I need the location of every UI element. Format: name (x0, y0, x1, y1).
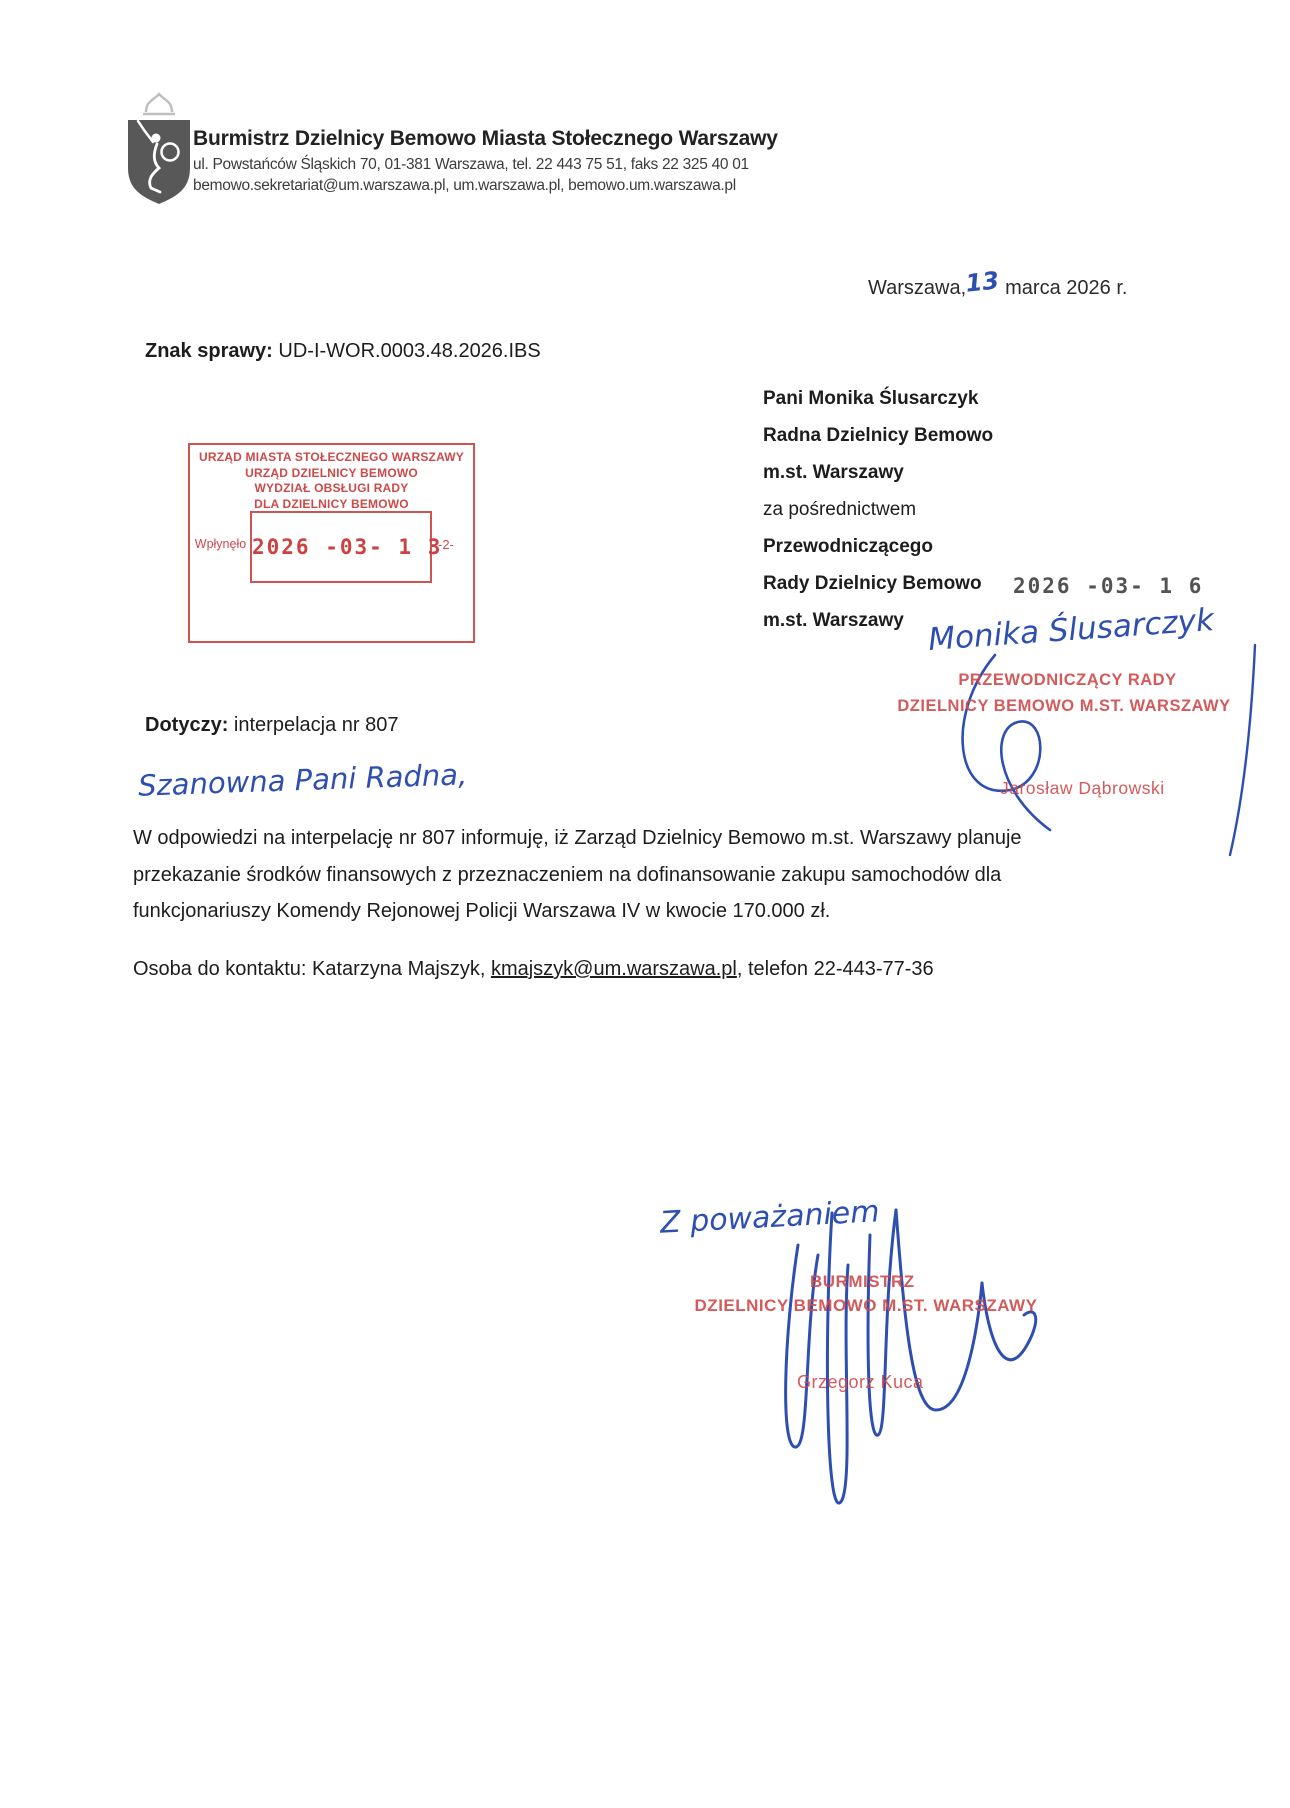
chairman-stamp-title-line2: DZIELNICY BEMOWO M.ST. WARSZAWY (897, 697, 1231, 715)
recipient-line: Radna Dzielnicy Bemowo (763, 425, 994, 446)
dateline-city: Warszawa, (868, 277, 967, 299)
routing-stamp-date: 2026 -03- 1 6 (1013, 574, 1204, 598)
handwritten-day: 13 (964, 266, 1001, 298)
mayor-stamp-subtitle: DZIELNICY BEMOWO M.ST. WARSZAWY (694, 1296, 1038, 1315)
subject-line (145, 714, 398, 737)
dateline (868, 266, 1128, 300)
case-reference-value: UD-I-WOR.0003.48.2026.IBS (278, 340, 541, 362)
recipient-line: m.st. Warszawy (763, 462, 904, 483)
letterhead-org-name: Burmistrz Dzielnicy Bemowo Miasta Stołecznego Warszawy (193, 127, 778, 150)
intake-stamp-line-1: URZĄD MIASTA STOŁECZNEGO WARSZAWY (198, 450, 465, 464)
recipient-block (763, 380, 993, 639)
contact-prefix: Osoba do kontaktu: Katarzyna Majszyk, (133, 958, 491, 980)
recipient-line: za pośrednictwem (763, 499, 917, 520)
chairman-stamp-person-name: Jarosław Dąbrowski (1000, 778, 1165, 798)
recipient-line: Rady Dzielnicy Bemowo (763, 573, 982, 594)
intake-stamp-header (190, 450, 473, 512)
dateline-rest: marca 2026 r. (1005, 277, 1128, 299)
intake-stamp-line-4: DLA DZIELNICY BEMOWO (254, 496, 409, 511)
body-paragraph: W odpowiedzi na interpelację nr 807 informuję, iż Zarząd Dzielnicy Bemowo m.st. Warszawy planuje przekazanie środków finansowych z przeznaczeniem na dofinansowanie zakupu samochodów dla funkcjonariuszy Komendy Rejonowej Policji Warszawa IV w kwocie 170.000 zł. (133, 827, 1022, 922)
mayor-stamp-title: BURMISTRZ (810, 1272, 915, 1291)
recipient-line: Pani Monika Ślusarczyk (763, 388, 979, 409)
handwritten-valediction: Z poważaniem (659, 1194, 881, 1241)
case-reference (145, 340, 541, 363)
intake-stamp (188, 443, 475, 643)
contact-suffix: , telefon 22-443-77-36 (736, 958, 934, 980)
letterhead-address: ul. Powstańców Śląskich 70, 01-381 Warszawa, tel. 22 443 75 51, faks 22 325 40 01 (193, 156, 749, 173)
intake-stamp-received-label: Wpłynęło (194, 537, 247, 551)
recipient-line: m.st. Warszawy (763, 610, 904, 631)
intake-stamp-date: 2026 -03- 1 3 (250, 511, 432, 583)
case-reference-label: Znak sprawy: (145, 340, 273, 362)
contact-line (133, 958, 934, 981)
letterhead-contacts: bemowo.sekretariat@um.warszawa.pl, um.warszawa.pl, bemowo.um.warszawa.pl (193, 177, 736, 194)
contact-email-link[interactable]: kmajszyk@um.warszawa.pl (490, 958, 737, 980)
intake-stamp-copy-number: -2- (438, 537, 454, 552)
chairman-stamp-title-line1: PRZEWODNICZĄCY RADY (958, 671, 1177, 689)
handwritten-salutation: Szanowna Pani Radna, (137, 757, 468, 803)
subject-value: interpelacja nr 807 (233, 714, 399, 736)
mayor-signature (770, 1195, 1050, 1540)
chairman-handwritten-signature: Monika Ślusarczyk (927, 602, 1216, 658)
warsaw-mermaid-crest-icon (124, 92, 194, 204)
intake-stamp-line-2: URZĄD DZIELNICY BEMOWO (245, 465, 418, 480)
intake-stamp-line-3: WYDZIAŁ OBSŁUGI RADY (254, 481, 409, 495)
recipient-line: Przewodniczącego (763, 536, 933, 557)
subject-label: Dotyczy: (145, 714, 229, 736)
mayor-stamp-person-name: Grzegorz Kuca (797, 1372, 924, 1392)
